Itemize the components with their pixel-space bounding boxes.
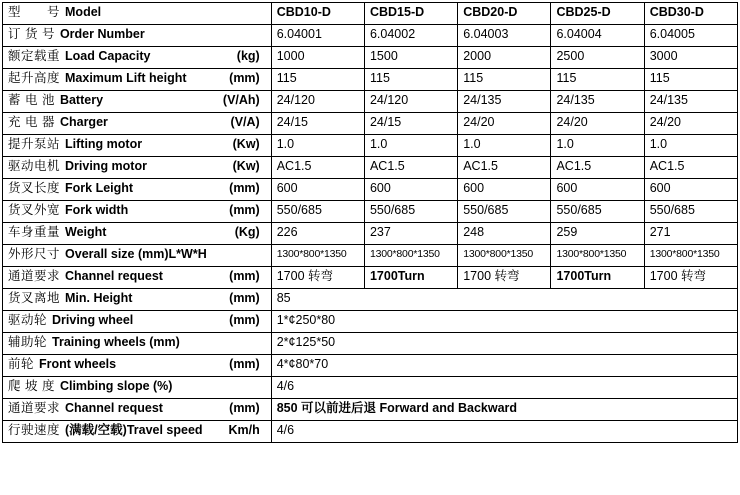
table-cell: CBD25-D: [551, 3, 644, 25]
row-label: [3, 223, 272, 245]
table-row: [3, 135, 738, 157]
row-label: [3, 333, 272, 355]
table-cell: 1300*800*1350: [458, 245, 551, 267]
table-cell: 24/20: [458, 113, 551, 135]
row-label-cn: 额定载重: [8, 49, 61, 64]
table-row: [3, 25, 738, 47]
table-cell: 600: [364, 179, 457, 201]
table-row: [3, 377, 738, 399]
row-label-en: Model: [65, 5, 102, 20]
table-row: [3, 311, 738, 333]
row-label-cn: 充 电 器: [8, 115, 55, 130]
row-label-en: (满载/空载)Travel speed: [65, 423, 203, 438]
table-row: [3, 421, 738, 443]
row-label-en: Channel request: [65, 269, 163, 284]
table-cell: 24/120: [271, 91, 364, 113]
row-label: [3, 69, 272, 91]
row-unit: (mm): [229, 313, 260, 328]
table-cell: CBD15-D: [364, 3, 457, 25]
row-label: [3, 179, 272, 201]
table-cell: AC1.5: [271, 157, 364, 179]
row-label: [3, 377, 272, 399]
row-label-en: Driving wheel: [52, 313, 134, 328]
table-cell: 6.04005: [644, 25, 737, 47]
row-label-cn: 辅助轮: [8, 335, 48, 350]
table-row: [3, 355, 738, 377]
table-cell: 115: [458, 69, 551, 91]
table-cell: 1700 转弯: [271, 267, 364, 289]
table-cell: 600: [458, 179, 551, 201]
table-cell: 271: [644, 223, 737, 245]
row-label-en: Driving motor: [65, 159, 147, 174]
table-cell: 115: [644, 69, 737, 91]
table-cell: 550/685: [551, 201, 644, 223]
table-cell: 550/685: [644, 201, 737, 223]
row-label: [3, 25, 272, 47]
row-label: [3, 3, 272, 25]
row-label: [3, 201, 272, 223]
row-label-cn: 驱动电机: [8, 159, 61, 174]
table-cell: 2000: [458, 47, 551, 69]
row-label-cn: 货叉离地: [8, 291, 61, 306]
row-label-cn: 通道要求: [8, 401, 61, 416]
row-unit: (Kg): [234, 225, 260, 240]
table-cell: 24/20: [551, 113, 644, 135]
table-cell: 6.04003: [458, 25, 551, 47]
table-cell: 1300*800*1350: [364, 245, 457, 267]
row-label-en: Order Number: [59, 27, 145, 42]
row-label-cn: 驱动轮: [8, 313, 48, 328]
table-row: [3, 179, 738, 201]
row-label-en: Front wheels: [39, 357, 117, 372]
row-label-en: Min. Height: [65, 291, 133, 306]
table-cell: 2500: [551, 47, 644, 69]
table-row: [3, 157, 738, 179]
specification-table: [2, 2, 738, 443]
table-cell-merged: 1*¢250*80: [271, 311, 737, 333]
table-cell-merged: 2*¢125*50: [271, 333, 737, 355]
row-label: [3, 91, 272, 113]
table-cell: 24/135: [644, 91, 737, 113]
table-cell: CBD30-D: [644, 3, 737, 25]
row-unit: (mm): [229, 291, 260, 306]
row-label: [3, 289, 272, 311]
row-label-en: Overall size (mm)L*W*H: [65, 247, 207, 262]
row-label-en: Fork width: [65, 203, 129, 218]
table-cell: 1700Turn: [551, 267, 644, 289]
row-label-en: Weight: [65, 225, 107, 240]
table-cell: 6.04002: [364, 25, 457, 47]
row-label-en: Channel request: [65, 401, 163, 416]
table-cell: 600: [644, 179, 737, 201]
row-label-en: Load Capacity: [65, 49, 151, 64]
row-label-cn: 前轮: [8, 357, 35, 372]
table-cell: 226: [271, 223, 364, 245]
table-row: [3, 3, 738, 25]
table-cell: 550/685: [458, 201, 551, 223]
row-unit: (mm): [229, 71, 260, 86]
table-body: [3, 3, 738, 443]
table-cell: 115: [551, 69, 644, 91]
table-cell: 24/15: [271, 113, 364, 135]
row-label-en: Training wheels (mm): [52, 335, 180, 350]
table-cell: CBD20-D: [458, 3, 551, 25]
table-cell: 600: [271, 179, 364, 201]
row-unit: (V/Ah): [222, 93, 260, 108]
table-row: [3, 223, 738, 245]
table-cell: 24/120: [364, 91, 457, 113]
row-unit: (mm): [229, 401, 260, 416]
row-label: [3, 421, 272, 443]
table-cell: 259: [551, 223, 644, 245]
table-cell: 1000: [271, 47, 364, 69]
row-label: [3, 355, 272, 377]
table-cell: 1.0: [364, 135, 457, 157]
row-label: [3, 311, 272, 333]
table-cell: 115: [271, 69, 364, 91]
row-label-cn: 行驶速度: [8, 423, 61, 438]
table-cell-merged: 85: [271, 289, 737, 311]
table-cell-merged: 4/6: [271, 421, 737, 443]
table-cell: 24/15: [364, 113, 457, 135]
row-label: [3, 135, 272, 157]
table-row: [3, 245, 738, 267]
row-label-en: Maximum Lift height: [65, 71, 187, 86]
row-label: [3, 113, 272, 135]
row-label-en: Climbing slope (%): [59, 379, 173, 394]
row-label-cn: 蓄 电 池: [8, 93, 55, 108]
row-label: [3, 157, 272, 179]
table-cell: 24/135: [551, 91, 644, 113]
row-unit: (kg): [236, 49, 260, 64]
row-label-cn: 车身重量: [8, 225, 61, 240]
table-cell: 1500: [364, 47, 457, 69]
table-cell: 550/685: [271, 201, 364, 223]
table-cell: 24/20: [644, 113, 737, 135]
table-row: [3, 289, 738, 311]
table-cell: AC1.5: [458, 157, 551, 179]
table-cell: AC1.5: [364, 157, 457, 179]
row-unit: (mm): [229, 203, 260, 218]
table-row: [3, 399, 738, 421]
table-cell-merged: 4/6: [271, 377, 737, 399]
row-unit: (mm): [229, 357, 260, 372]
table-row: [3, 47, 738, 69]
row-label: [3, 47, 272, 69]
row-label-cn: 型 号: [8, 5, 61, 20]
row-label-cn: 订 货 号: [8, 27, 55, 42]
table-cell: 248: [458, 223, 551, 245]
row-label: [3, 267, 272, 289]
table-cell: 1700 转弯: [644, 267, 737, 289]
row-unit: (Kw): [232, 159, 260, 174]
row-unit: (V/A): [230, 115, 260, 130]
table-cell: 1.0: [551, 135, 644, 157]
row-label: [3, 245, 272, 267]
table-cell: 6.04004: [551, 25, 644, 47]
table-cell: 1.0: [644, 135, 737, 157]
table-cell: AC1.5: [551, 157, 644, 179]
table-cell: 1300*800*1350: [271, 245, 364, 267]
table-cell: 6.04001: [271, 25, 364, 47]
table-cell: 1.0: [458, 135, 551, 157]
row-label-cn: 货叉长度: [8, 181, 61, 196]
row-label-cn: 起升高度: [8, 71, 61, 86]
row-label-cn: 外形尺寸: [8, 247, 61, 262]
row-label-en: Charger: [59, 115, 108, 130]
row-label-en: Battery: [59, 93, 104, 108]
table-cell-merged: 850 可以前进后退 Forward and Backward: [271, 399, 737, 421]
row-label-en: Lifting motor: [65, 137, 143, 152]
table-cell: 600: [551, 179, 644, 201]
table-row: [3, 69, 738, 91]
table-row: [3, 201, 738, 223]
table-row: [3, 113, 738, 135]
table-cell: 3000: [644, 47, 737, 69]
table-row: [3, 333, 738, 355]
row-label-cn: 爬 坡 度: [8, 379, 55, 394]
row-unit: (Kw): [232, 137, 260, 152]
row-label-cn: 通道要求: [8, 269, 61, 284]
table-cell: 1300*800*1350: [644, 245, 737, 267]
table-row: [3, 91, 738, 113]
table-cell: 24/135: [458, 91, 551, 113]
table-cell: 550/685: [364, 201, 457, 223]
row-unit: Km/h: [228, 423, 260, 438]
row-label-cn: 提升泵站: [8, 137, 61, 152]
row-label-en: Fork Leight: [65, 181, 134, 196]
table-cell: 115: [364, 69, 457, 91]
row-unit: (mm): [229, 269, 260, 284]
table-cell: 237: [364, 223, 457, 245]
table-cell: 1300*800*1350: [551, 245, 644, 267]
row-label: [3, 399, 272, 421]
table-cell: CBD10-D: [271, 3, 364, 25]
table-cell: AC1.5: [644, 157, 737, 179]
table-cell-merged: 4*¢80*70: [271, 355, 737, 377]
row-label-cn: 货叉外宽: [8, 203, 61, 218]
table-row: [3, 267, 738, 289]
table-cell: 1.0: [271, 135, 364, 157]
table-cell: 1700 转弯: [458, 267, 551, 289]
row-unit: (mm): [229, 181, 260, 196]
table-cell: 1700Turn: [364, 267, 457, 289]
